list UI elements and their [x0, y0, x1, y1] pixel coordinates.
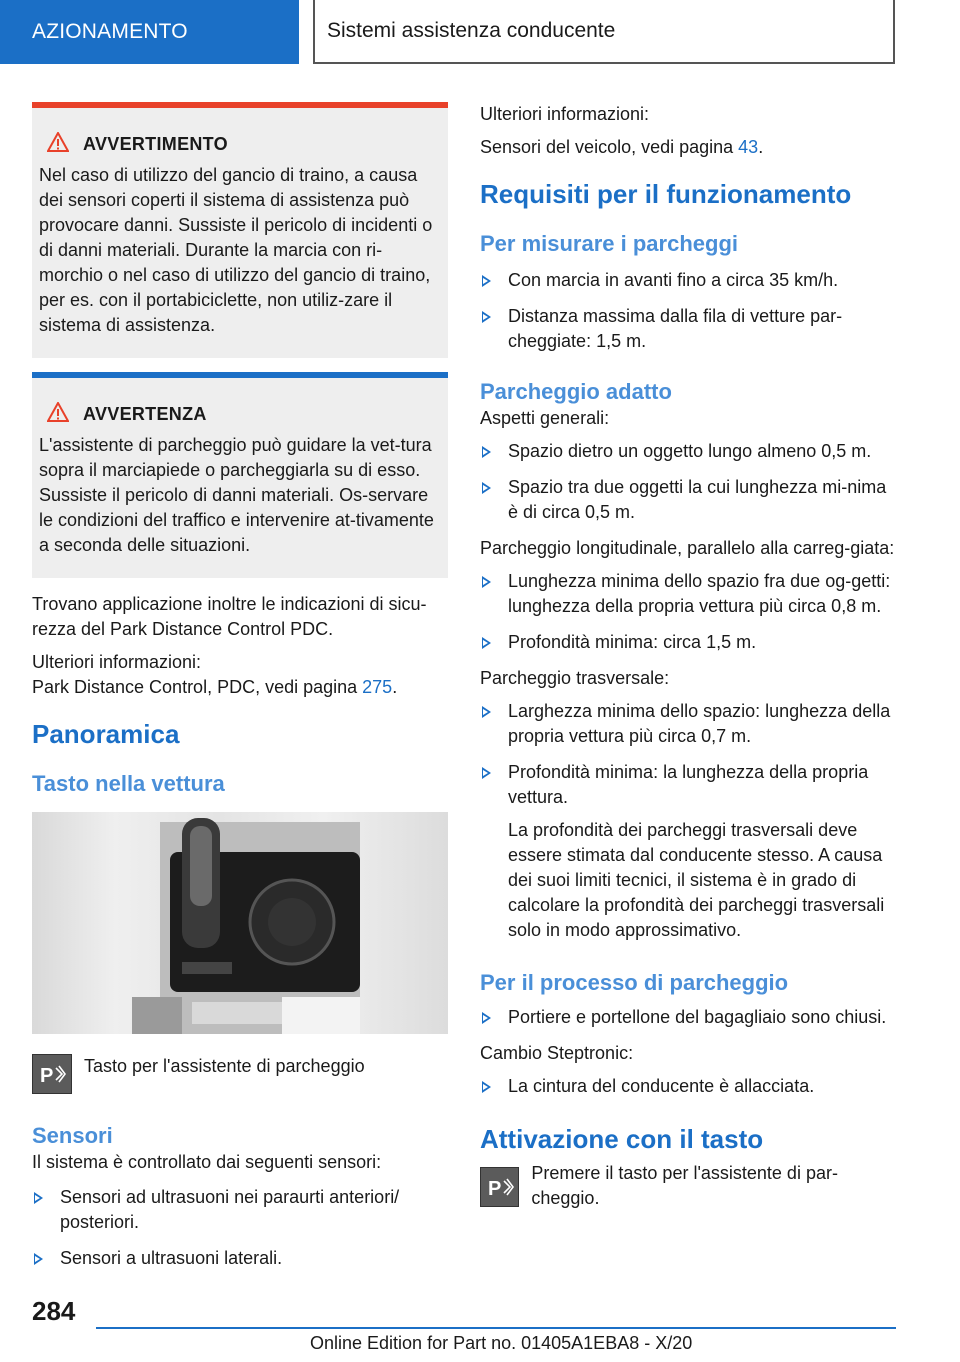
perpendicular-list	[480, 699, 900, 810]
section-tab: AZIONAMENTO	[0, 0, 299, 64]
sensors-list	[32, 1185, 448, 1271]
process-list	[480, 1005, 900, 1030]
general-label: Aspetti generali:	[480, 408, 610, 428]
warning-title: AVVERTIMENTO	[83, 134, 228, 154]
list-item: Spazio tra due oggetti la cui lunghezza mi-nima è di circa 0,5 m.	[480, 475, 900, 525]
sensors-intro: Il sistema è controllato dai seguenti sensori:	[32, 1152, 382, 1172]
process-heading: Per il processo di parcheggio	[480, 970, 789, 995]
sensor-reference: Sensori del veicolo, vedi pagina 43.	[480, 137, 764, 157]
list-item: Profondità minima: la lunghezza della propria vettura.	[480, 760, 900, 810]
pdc-page-link[interactable]: 275	[362, 677, 393, 697]
bullet-triangle-icon	[482, 1081, 491, 1093]
caution-title: AVVERTENZA	[83, 404, 207, 424]
svg-text:P: P	[40, 1065, 54, 1086]
caution-box	[32, 372, 448, 578]
pdc-reference: Park Distance Control, PDC, vedi pagina 275.	[32, 677, 398, 697]
list-item: Sensori ad ultrasuoni nei paraurti anteriori/ posteriori.	[32, 1185, 448, 1235]
caution-triangle-icon	[47, 402, 69, 427]
general-list	[480, 439, 900, 525]
bullet-triangle-icon	[482, 311, 491, 323]
bullet-triangle-icon	[482, 706, 491, 718]
center-console-photo	[32, 812, 448, 1034]
bullet-triangle-icon	[482, 1012, 491, 1024]
footer-edition: Online Edition for Part no. 01405A1EBA8 - X/20	[310, 1333, 693, 1353]
steptronic-list	[480, 1074, 900, 1099]
center-console-illustration	[32, 812, 448, 1034]
more-info-label: Ulteriori informazioni:	[32, 652, 202, 672]
warning-text: Nel caso di utilizzo del gancio di traino, a causa dei sensori coperti il sistema di assistenza può provocare danni. Sussiste il pericolo di incidenti o di danni materiali. Durante la marcia con ri-morchio o nel caso di utilizzo del gancio di traino, per es. con il portabiciclette, non utiliz-zare il sistema di assistenza.	[39, 165, 433, 335]
bullet-triangle-icon	[482, 482, 491, 494]
bullet-triangle-icon	[34, 1253, 43, 1265]
bullet-triangle-icon	[482, 767, 491, 779]
parallel-list	[480, 569, 900, 655]
measure-heading: Per misurare i parcheggi	[480, 231, 738, 256]
bullet-triangle-icon	[482, 576, 491, 588]
footer-divider	[96, 1327, 896, 1329]
page-header-title: Sistemi assistenza conducente	[313, 0, 895, 64]
list-item: Distanza massima dalla fila di vetture par-cheggiate: 1,5 m.	[480, 304, 900, 354]
measure-list	[480, 268, 900, 354]
left-column	[32, 102, 448, 1271]
overview-heading: Panoramica	[32, 719, 180, 749]
list-item: Sensori a ultrasuoni laterali.	[32, 1246, 448, 1271]
more-info-label: Ulteriori informazioni:	[480, 104, 650, 124]
park-assist-icon	[32, 1054, 72, 1094]
steptronic-label: Cambio Steptronic:	[480, 1043, 634, 1063]
bullet-triangle-icon	[34, 1192, 43, 1204]
list-item: La cintura del conducente è allacciata.	[480, 1074, 900, 1099]
park-assist-icon	[480, 1167, 519, 1207]
safety-note: Trovano applicazione inoltre le indicazioni di sicu-rezza del Park Distance Control PDC.	[32, 594, 427, 639]
caution-text: L'assistente di parcheggio può guidare la vet-tura sopra il marciapiede o parcheggiarla su di esso. Sussiste il pericolo di danni materiali. Os-servare le condizioni del traffico e intervenire at-tivamente a seconda delle situazioni.	[39, 435, 434, 555]
bullet-triangle-icon	[482, 275, 491, 287]
list-item: Lunghezza minima dello spazio fra due og-getti: lunghezza della propria vettura più circa 0,8 m.	[480, 569, 900, 619]
button-caption-row	[32, 1054, 448, 1094]
bullet-triangle-icon	[482, 446, 491, 458]
list-item: Profondità minima: circa 1,5 m.	[480, 630, 900, 655]
suitable-heading: Parcheggio adatto	[480, 379, 672, 404]
list-item: Con marcia in avanti fino a circa 35 km/h.	[480, 268, 900, 293]
sensor-page-link[interactable]: 43	[738, 137, 759, 157]
page-number: 284	[32, 1296, 76, 1326]
requirements-heading: Requisiti per il funzionamento	[480, 179, 852, 209]
svg-text:P: P	[487, 1178, 502, 1199]
sensors-heading: Sensori	[32, 1123, 113, 1148]
perpendicular-label: Parcheggio trasversale:	[480, 668, 670, 688]
perpendicular-note: La profondità dei parcheggi trasversali deve essere stimata dal conducente stesso. A causa dei suoi limiti tecnici, il sistema è in grado di calcolare la profondità dei parcheggi trasversali solo in modo approssimativo.	[508, 820, 885, 940]
list-item: Portiere e portellone del bagagliaio sono chiusi.	[480, 1005, 900, 1030]
button-caption: Tasto per l'assistente di parcheggio	[84, 1056, 365, 1076]
warning-box	[32, 102, 448, 358]
warning-triangle-icon	[47, 132, 69, 157]
activation-row	[480, 1163, 900, 1211]
right-column	[480, 102, 900, 1211]
list-item: Larghezza minima dello spazio: lunghezza della propria vettura più circa 0,7 m.	[480, 699, 900, 749]
list-item: Spazio dietro un oggetto lungo almeno 0,5 m.	[480, 439, 900, 464]
parallel-label: Parcheggio longitudinale, parallelo alla carreg-giata:	[480, 538, 895, 558]
button-heading: Tasto nella vettura	[32, 771, 225, 796]
bullet-triangle-icon	[482, 637, 491, 649]
activation-text: Premere il tasto per l'assistente di par-cheggio.	[531, 1163, 838, 1208]
activation-heading: Attivazione con il tasto	[480, 1124, 764, 1154]
